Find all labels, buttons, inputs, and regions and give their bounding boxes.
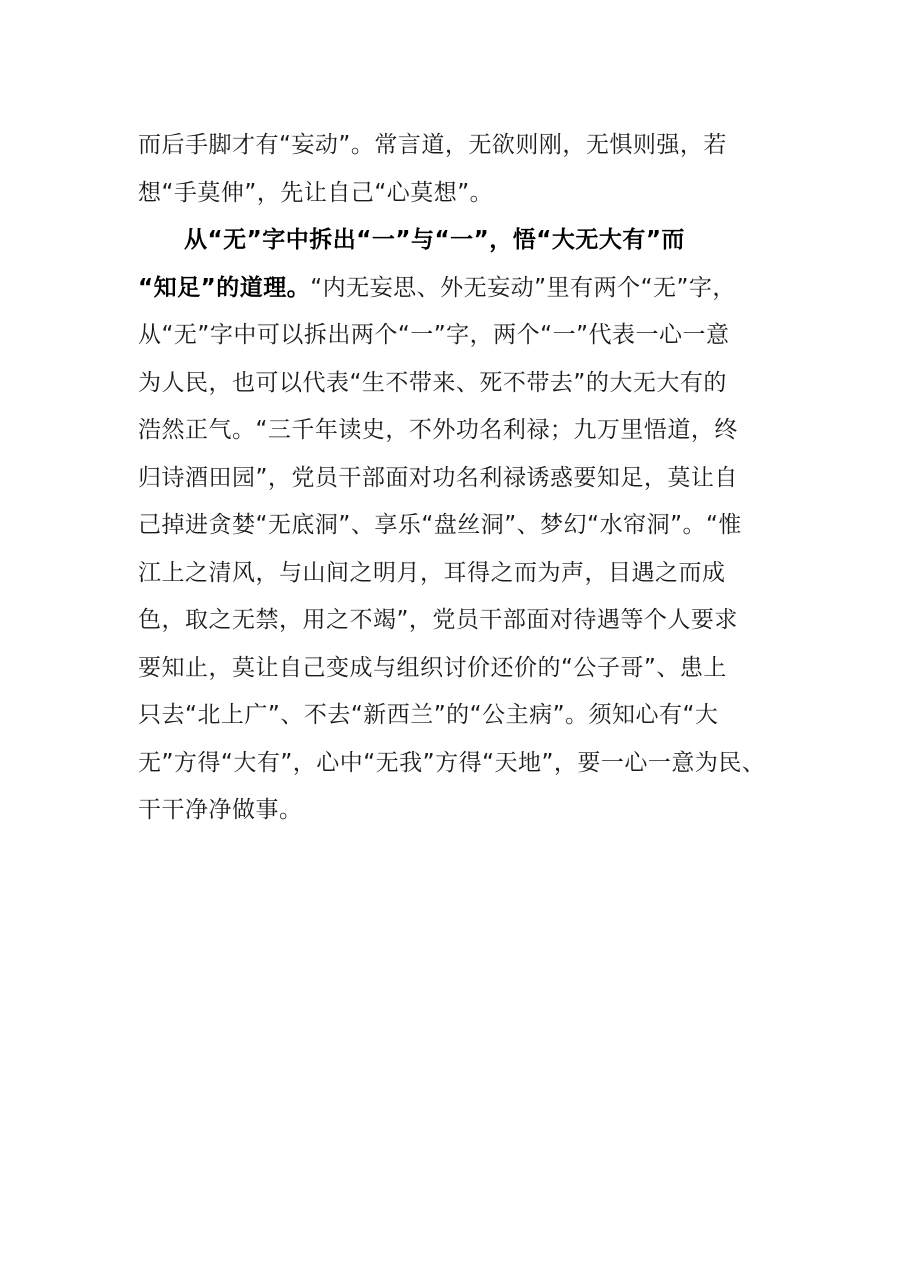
text-line: 只去“北上广”、不去“新西兰”的“公主病”。须知心有“大	[138, 702, 719, 728]
text-line: 为人民，也可以代表“生不带来、死不带去”的大无大有的	[138, 369, 727, 396]
text-line: 想“手莫伸”，先让自己“心莫想”。	[138, 179, 494, 206]
text-line: 色，取之无禁，用之不竭”，党员干部面对待遇等个人要求	[138, 607, 738, 633]
text-line: 要知止，莫让自己变成与组织讨价还价的“公子哥”、患上	[138, 654, 727, 681]
text-line: 江上之清风，与山间之明月，耳得之而为声，目遇之而成	[138, 559, 726, 586]
text-line-mixed	[138, 265, 778, 313]
text-line: 归诗酒田园”，党员干部面对功名利禄诱惑要知足，莫让自	[138, 464, 738, 491]
section-heading-line: 从“无”字中拆出“一”与“一”，悟“大无大有”而	[184, 227, 685, 253]
text-line: 无”方得“大有”，心中“无我”方得“天地”，要一心一意为民、	[138, 749, 766, 776]
text-line: 己掉进贪婪“无底洞”、享乐“盘丝洞”、梦幻“水帘洞”。“惟	[138, 512, 742, 538]
text-line: 从“无”字中可以拆出两个“一”字，两个“一”代表一心一意	[138, 322, 730, 348]
text-line: “内无妄思、外无妄动”里有两个“无”字，	[310, 274, 736, 301]
section-heading-line: “知足”的道理。	[138, 274, 311, 301]
text-line: 干干净净做事。	[138, 797, 303, 823]
text-line: 而后手脚才有“妄动”。常言道，无欲则刚，无惧则强，若	[138, 132, 727, 158]
text-line: 浩然正气。“三千年读史，不外功名利禄；九万里悟道，终	[138, 417, 738, 443]
body-text	[138, 122, 778, 835]
